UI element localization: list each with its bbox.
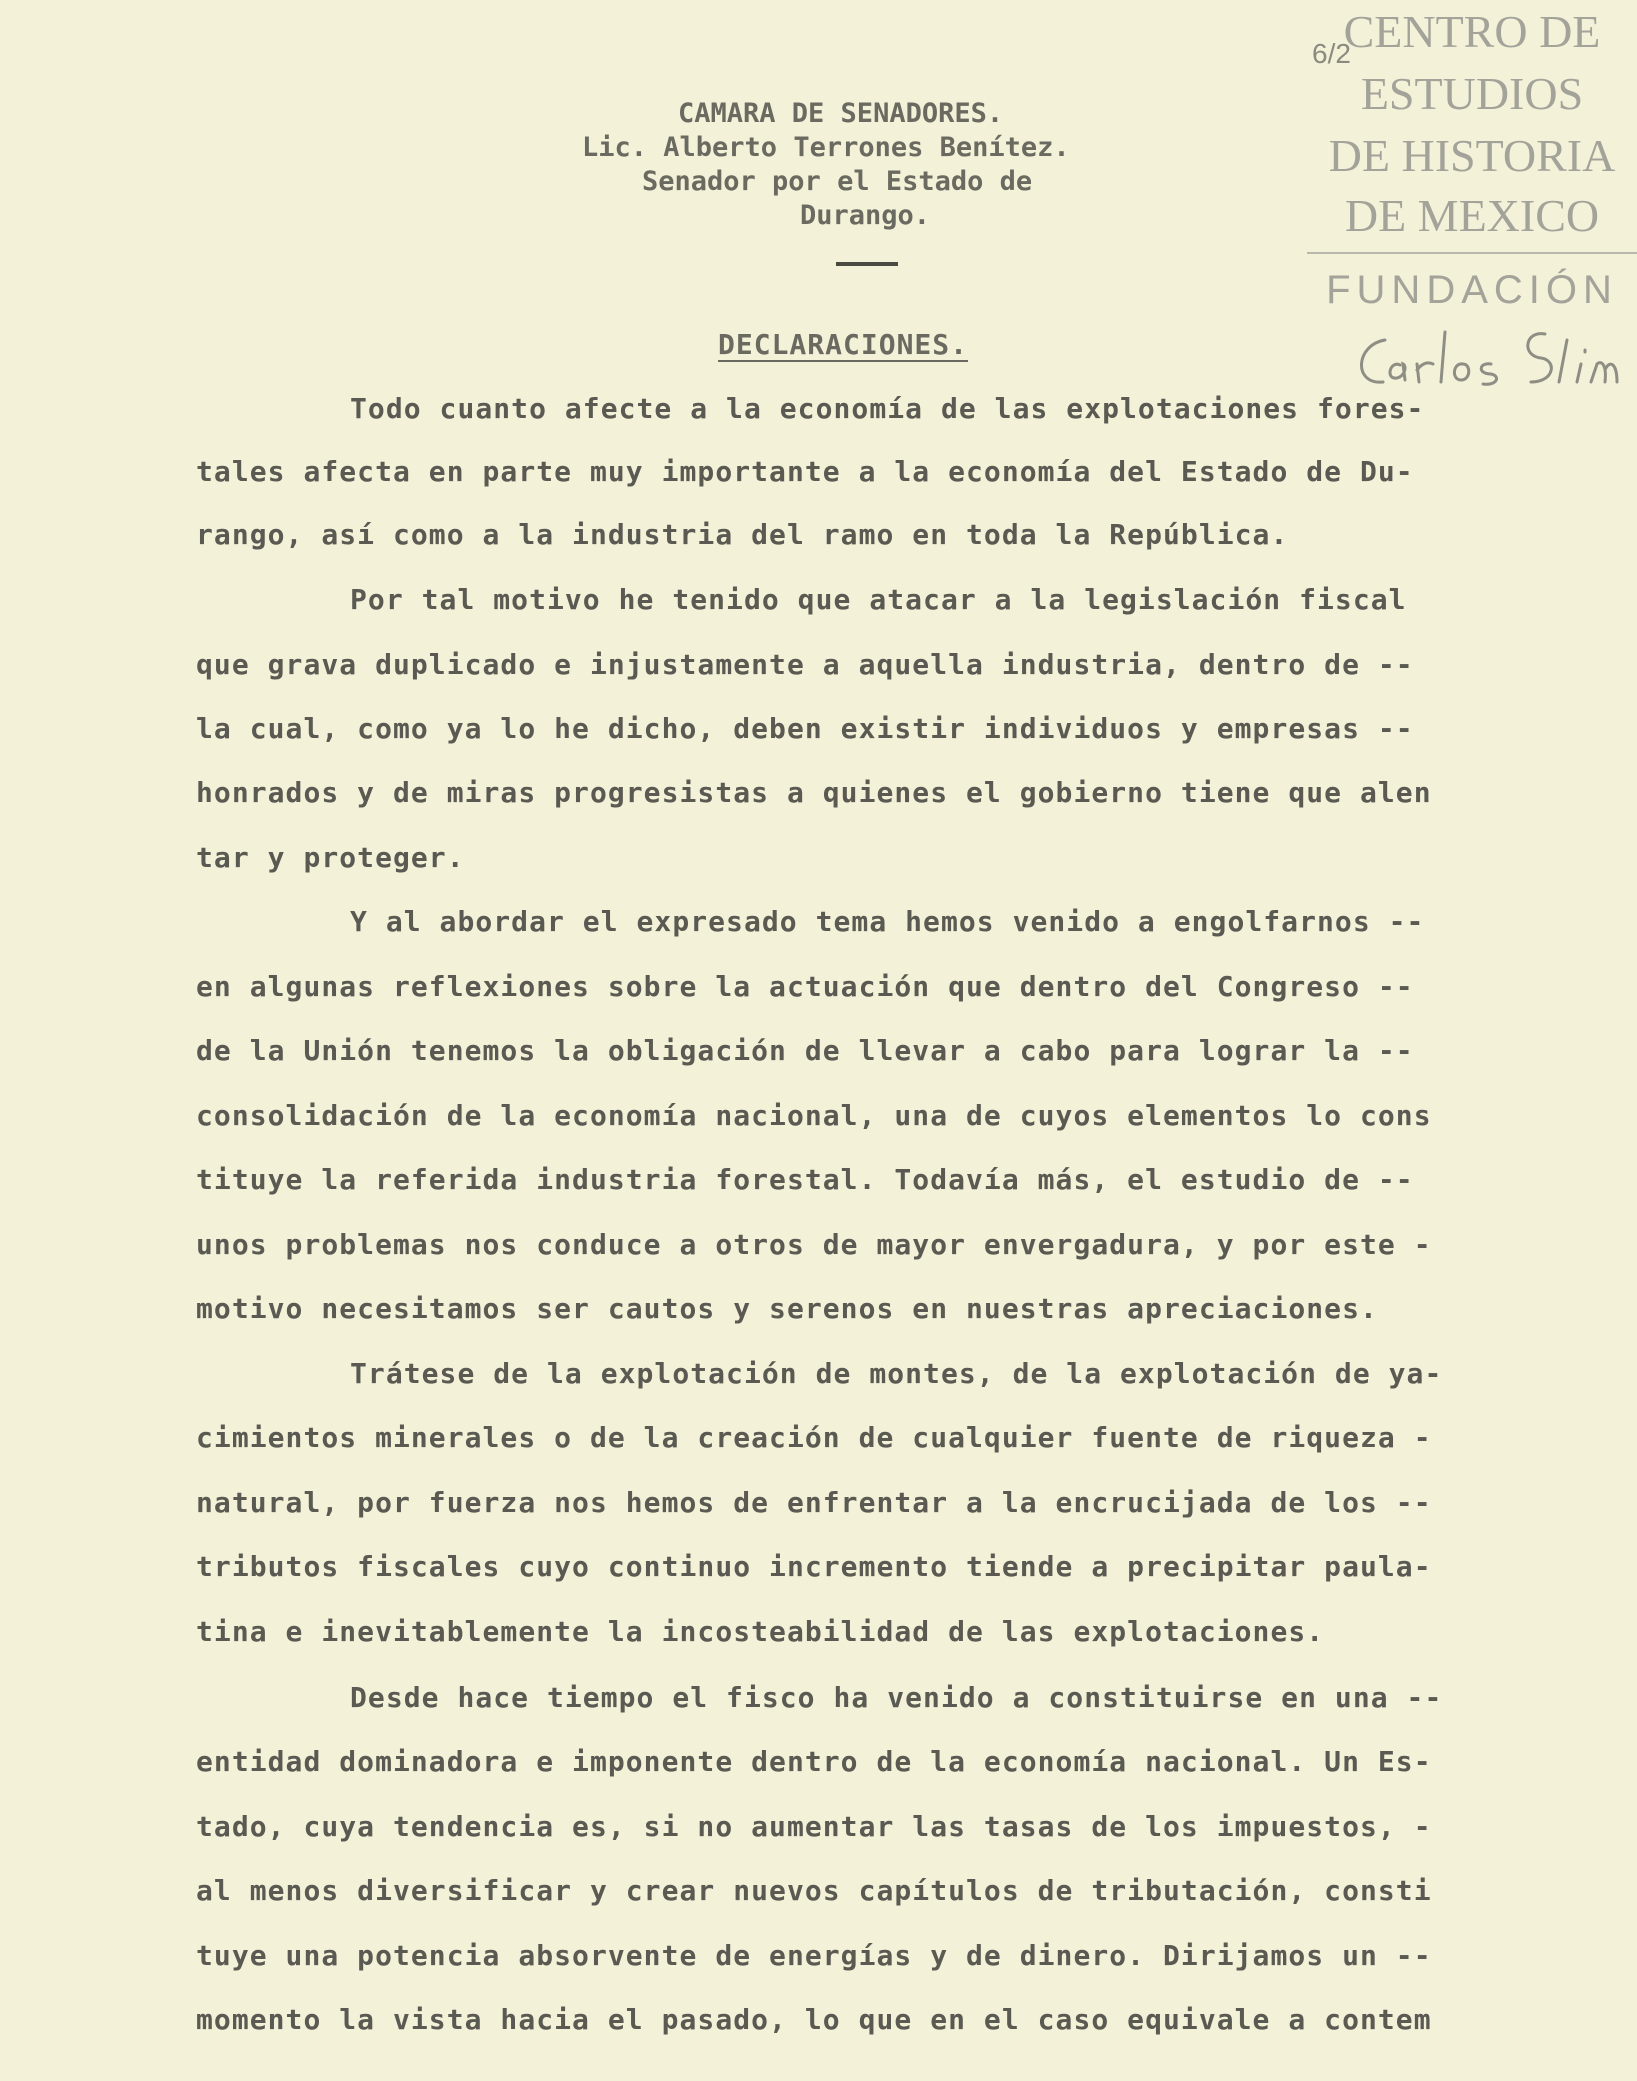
body-line: la cual, como ya lo he dicho, deben existir individuos y empresas --: [196, 712, 1414, 745]
body-line: tributos fiscales cuyo continuo incremento tiende a precipitar paula-: [196, 1550, 1432, 1583]
body-line: momento la vista hacia el pasado, lo que en el caso equivale a contem: [196, 2003, 1432, 2036]
watermark-line-1: CENTRO DE: [1343, 6, 1601, 57]
body-line: de la Unión tenemos la obligación de llevar a cabo para lograr la --: [196, 1034, 1414, 1067]
signature-icon: [1345, 320, 1635, 400]
body-line: Por tal motivo he tenido que atacar a la legislación fiscal: [350, 583, 1407, 616]
body-line: Todo cuanto afecte a la economía de las explotaciones fores-: [350, 392, 1425, 425]
header-line-2: Lic. Alberto Terrones Benítez.: [582, 132, 1070, 163]
body-line: tina e inevitablemente la incosteabilidad de las explotaciones.: [196, 1615, 1325, 1648]
watermark-line-4: DE MEXICO: [1344, 190, 1600, 241]
body-line: consolidación de la economía nacional, una de cuyos elementos lo cons: [196, 1099, 1432, 1132]
body-line: tales afecta en parte muy importante a la economía del Estado de Du-: [196, 455, 1414, 488]
body-line: Trátese de la explotación de montes, de la explotación de ya-: [350, 1357, 1443, 1390]
body-line: al menos diversificar y crear nuevos capítulos de tributación, consti: [196, 1874, 1432, 1907]
body-line: tuye una potencia absorvente de energías y de dinero. Dirijamos un --: [196, 1939, 1432, 1972]
body-line: rango, así como a la industria del ramo en toda la República.: [196, 518, 1289, 551]
body-line: que grava duplicado e injustamente a aquella industria, dentro de --: [196, 648, 1414, 681]
header-divider: [836, 262, 898, 266]
header-line-4: Durango.: [800, 200, 931, 231]
body-line: Desde hace tiempo el fisco ha venido a constituirse en una --: [350, 1681, 1443, 1714]
header-line-3: Senador por el Estado de: [642, 166, 1033, 197]
body-line: entidad dominadora e imponente dentro de la economía nacional. Un Es-: [196, 1745, 1432, 1778]
body-line: motivo necesitamos ser cautos y serenos en nuestras apreciaciones.: [196, 1292, 1378, 1325]
body-line: en algunas reflexiones sobre la actuación que dentro del Congreso --: [196, 970, 1414, 1003]
watermark-foundation: FUNDACIÓN: [1326, 268, 1618, 312]
body-line: unos problemas nos conduce a otros de mayor envergadura, y por este -: [196, 1228, 1432, 1261]
body-line: tituye la referida industria forestal. Todavía más, el estudio de --: [196, 1163, 1414, 1196]
watermark-line-2: ESTUDIOS: [1360, 68, 1584, 119]
body-line: natural, por fuerza nos hemos de enfrentar a la encrucijada de los --: [196, 1486, 1432, 1519]
body-line: cimientos minerales o de la creación de cualquier fuente de riqueza -: [196, 1421, 1432, 1454]
watermark-divider: [1307, 252, 1637, 254]
body-line: tar y proteger.: [196, 841, 465, 874]
body-line: honrados y de miras progresistas a quienes el gobierno tiene que alen: [196, 776, 1432, 809]
body-line: tado, cuya tendencia es, si no aumentar las tasas de los impuestos, -: [196, 1810, 1432, 1843]
watermark: [1307, 0, 1637, 420]
page-mark: 6/2: [1312, 38, 1351, 69]
header-line-1: CAMARA DE SENADORES.: [678, 98, 1004, 129]
body-line: Y al abordar el expresado tema hemos venido a engolfarnos --: [350, 905, 1425, 938]
document-title: DECLARACIONES.: [718, 328, 969, 361]
watermark-line-3: DE HISTORIA: [1328, 130, 1616, 181]
